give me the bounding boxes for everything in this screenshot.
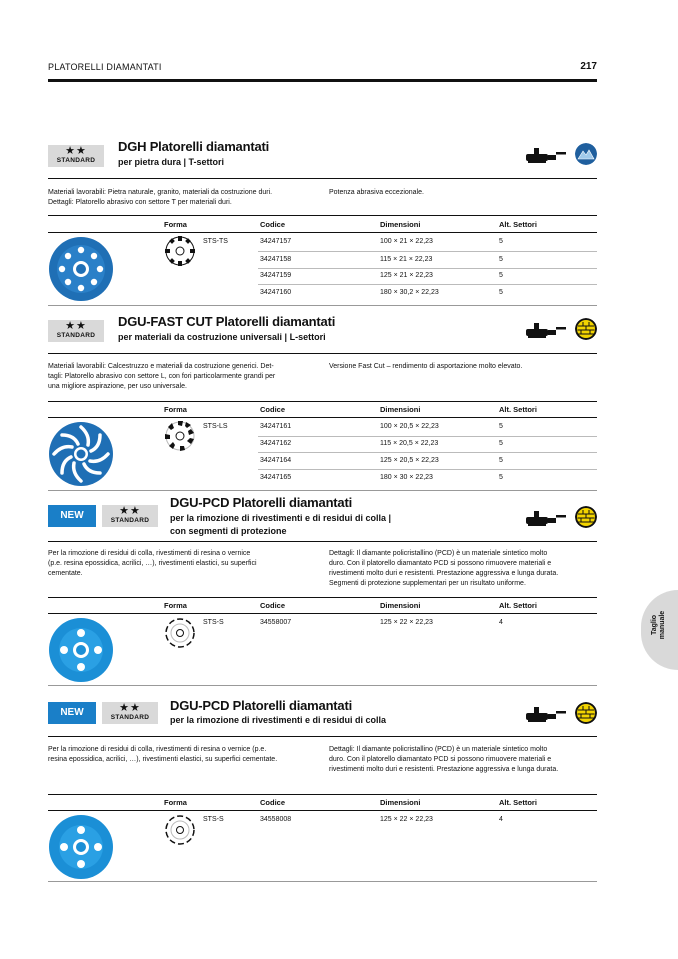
table-top-rule: [48, 597, 597, 598]
standard-label: STANDARD: [110, 517, 150, 524]
brick-material-icon: [575, 702, 597, 724]
dimensioni: 180 × 30,2 × 22,23: [380, 289, 439, 296]
description-left: [48, 745, 323, 765]
standard-label: STANDARD: [56, 157, 96, 164]
disc-image: [48, 421, 114, 487]
side-tab-line2: manuale: [659, 610, 666, 640]
table-header-rule: [48, 417, 597, 418]
description-right: [329, 188, 597, 198]
col-forma: Forma: [164, 220, 187, 229]
angle-grinder-icon: [524, 319, 566, 341]
forma-code: STS-TS: [203, 238, 228, 245]
codice: 34247160: [260, 289, 292, 296]
disc-image: [48, 236, 114, 302]
angle-grinder-icon: [524, 507, 566, 529]
dimensioni: 125 × 20,5 × 22,23: [380, 457, 439, 464]
desc-line: cementate.: [48, 570, 83, 577]
product-title: DGU-PCD Platorelli diamantati: [170, 698, 353, 713]
dimensioni: 125 × 21 × 22,23: [380, 272, 433, 279]
stars-icon: ★★: [65, 145, 87, 157]
desc-line: Segmenti di protezione supplementari per un risultato uniforme.: [329, 580, 526, 587]
description-right: [329, 549, 597, 589]
table-top-rule: [48, 215, 597, 216]
standard-label: STANDARD: [56, 332, 96, 339]
page-header: [48, 61, 597, 82]
row-divider: [258, 436, 597, 437]
alt-settori: 5: [499, 457, 503, 464]
desc-line: Dettagli: Platorello abrasivo con settore T per materiali duri.: [48, 199, 232, 206]
table-top-rule: [48, 794, 597, 795]
product-title: DGU-PCD Platorelli diamantati: [170, 495, 353, 510]
codice: 34247165: [260, 474, 292, 481]
col-alt-settori: Alt. Settori: [499, 405, 537, 414]
section-end-rule: [48, 490, 597, 491]
stars-icon: ★★: [119, 505, 141, 517]
alt-settori: 5: [499, 474, 503, 481]
codice: 34247158: [260, 256, 292, 263]
col-dimensioni: Dimensioni: [380, 601, 421, 610]
row-divider: [258, 268, 597, 269]
col-codice: Codice: [260, 220, 286, 229]
angle-grinder-icon: [524, 703, 566, 725]
table-header-rule: [48, 613, 597, 614]
dimensioni: 115 × 21 × 22,23: [380, 256, 433, 263]
codice: 34247161: [260, 423, 292, 430]
section-end-rule: [48, 685, 597, 686]
row-divider: [258, 284, 597, 285]
col-forma: Forma: [164, 601, 187, 610]
col-alt-settori: Alt. Settori: [499, 220, 537, 229]
dimensioni: 125 × 22 × 22,23: [380, 619, 433, 626]
product-subtitle: per pietra dura | T-settori: [118, 157, 225, 167]
desc-line: Materiali lavorabili: Pietra naturale, granito, materiali da costruzione duri.: [48, 189, 273, 196]
col-forma: Forma: [164, 798, 187, 807]
alt-settori: 5: [499, 423, 503, 430]
side-tab-label: [651, 600, 667, 650]
codice: 34558008: [260, 816, 292, 823]
stone-material-icon: [575, 143, 597, 165]
forma-code: STS-LS: [203, 423, 228, 430]
desc-line: rivestimenti molto duri e resistenti. Prestazione aggressiva e lunga durata.: [329, 766, 559, 773]
dimensioni: 115 × 20,5 × 22,23: [380, 440, 439, 447]
codice: 34558007: [260, 619, 292, 626]
sts-s-shape-icon: [164, 814, 196, 846]
dimensioni: 100 × 20,5 × 22,23: [380, 423, 439, 430]
stars-icon: ★★: [65, 320, 87, 332]
col-alt-settori: Alt. Settori: [499, 601, 537, 610]
standard-badge: [102, 702, 158, 724]
codice: 34247162: [260, 440, 292, 447]
desc-line: Materiali lavorabili: Calcestruzzo e materiali da costruzione generici. Det-: [48, 363, 274, 370]
alt-settori: 5: [499, 256, 503, 263]
alt-settori: 5: [499, 238, 503, 245]
divider: [48, 541, 597, 542]
side-tab-taglio-manuale[interactable]: [641, 590, 678, 670]
alt-settori: 5: [499, 272, 503, 279]
standard-badge: [48, 145, 104, 167]
page-title: PLATORELLI DIAMANTATI: [48, 62, 162, 72]
side-tab-line1: Taglio: [651, 614, 658, 636]
desc-line: (p.e. resina epossidica, acrilici, …), rivestimenti elastici, su superfici: [48, 560, 257, 567]
product-subtitle: per la rimozione di rivestimenti e di residui di colla |: [170, 513, 392, 523]
col-codice: Codice: [260, 405, 286, 414]
sts-ls-shape-icon: [164, 420, 196, 452]
description-left: [48, 362, 318, 392]
codice: 34247157: [260, 238, 292, 245]
section-end-rule: [48, 305, 597, 306]
alt-settori: 5: [499, 440, 503, 447]
divider: [48, 353, 597, 354]
desc-line: Dettagli: Il diamante policristallino (PCD) è un materiale sintetico molto: [329, 550, 548, 557]
alt-settori: 5: [499, 289, 503, 296]
stars-icon: ★★: [119, 702, 141, 714]
divider: [48, 736, 597, 737]
desc-line: duro. Con il platorello diamantato PCD si possono rimuovere materiali e: [329, 560, 552, 567]
codice: 34247159: [260, 272, 292, 279]
description-right: [329, 745, 597, 775]
dimensioni: 125 × 22 × 22,23: [380, 816, 433, 823]
desc-line: Dettagli: Il diamante policristallino (PCD) è un materiale sintetico molto: [329, 746, 548, 753]
desc-line: tagli: Platorello abrasivo con settore L, con fori particolarmente grandi per: [48, 373, 276, 380]
table-header-rule: [48, 232, 597, 233]
description-right: [329, 362, 597, 372]
forma-code: STS-S: [203, 619, 224, 626]
col-codice: Codice: [260, 798, 286, 807]
dimensioni: 100 × 21 × 22,23: [380, 238, 433, 245]
new-badge: NEW: [48, 702, 96, 724]
divider: [48, 178, 597, 179]
product-title: DGU-FAST CUT Platorelli diamantati: [118, 314, 336, 329]
desc-line: una migliore aspirazione, per uso universale.: [48, 383, 187, 390]
brick-material-icon: [575, 506, 597, 528]
dimensioni: 180 × 30 × 22,23: [380, 474, 433, 481]
desc-line: Per la rimozione di residui di colla, rivestimenti di resina o vernice (p.e.: [48, 746, 267, 753]
product-subtitle: per la rimozione di rivestimenti e di residui di colla: [170, 715, 387, 725]
standard-badge: [48, 320, 104, 342]
section-end-rule: [48, 881, 597, 882]
desc-line: Per la rimozione di residui di colla, rivestimenti di resina o vernice: [48, 550, 251, 557]
col-forma: Forma: [164, 405, 187, 414]
row-divider: [258, 251, 597, 252]
codice: 34247164: [260, 457, 292, 464]
desc-line: rivestimenti molto duri e resistenti. Prestazione aggressiva e lunga durata.: [329, 570, 559, 577]
alt-settori: 4: [499, 619, 503, 626]
col-alt-settori: Alt. Settori: [499, 798, 537, 807]
col-dimensioni: Dimensioni: [380, 405, 421, 414]
standard-label: STANDARD: [110, 714, 150, 721]
angle-grinder-icon: [524, 144, 566, 166]
product-subtitle-line2: con segmenti di protezione: [170, 526, 287, 536]
product-title: DGH Platorelli diamantati: [118, 139, 270, 154]
description-left: [48, 549, 318, 579]
row-divider: [258, 452, 597, 453]
sts-s-shape-icon: [164, 617, 196, 649]
disc-image: [48, 814, 114, 880]
desc-line: Versione Fast Cut – rendimento di asportazione molto elevato.: [329, 363, 523, 370]
col-dimensioni: Dimensioni: [380, 798, 421, 807]
row-divider: [258, 469, 597, 470]
desc-line: Potenza abrasiva eccezionale.: [329, 189, 424, 196]
desc-line: duro. Con il platorello diamantato PCD si possono rimuovere materiali e: [329, 756, 552, 763]
col-codice: Codice: [260, 601, 286, 610]
table-top-rule: [48, 401, 597, 402]
table-header-rule: [48, 810, 597, 811]
col-dimensioni: Dimensioni: [380, 220, 421, 229]
desc-line: resina epossidica, acrilici, …), rivestimenti elastici, su superfici cementate.: [48, 756, 278, 763]
new-badge: NEW: [48, 505, 96, 527]
description-left: [48, 188, 318, 208]
forma-code: STS-S: [203, 816, 224, 823]
alt-settori: 4: [499, 816, 503, 823]
standard-badge: [102, 505, 158, 527]
page-number: 217: [580, 61, 597, 72]
brick-material-icon: [575, 318, 597, 340]
sts-ts-shape-icon: [164, 235, 196, 267]
product-subtitle: per materiali da costruzione universali | L-settori: [118, 332, 326, 342]
disc-image: [48, 617, 114, 683]
